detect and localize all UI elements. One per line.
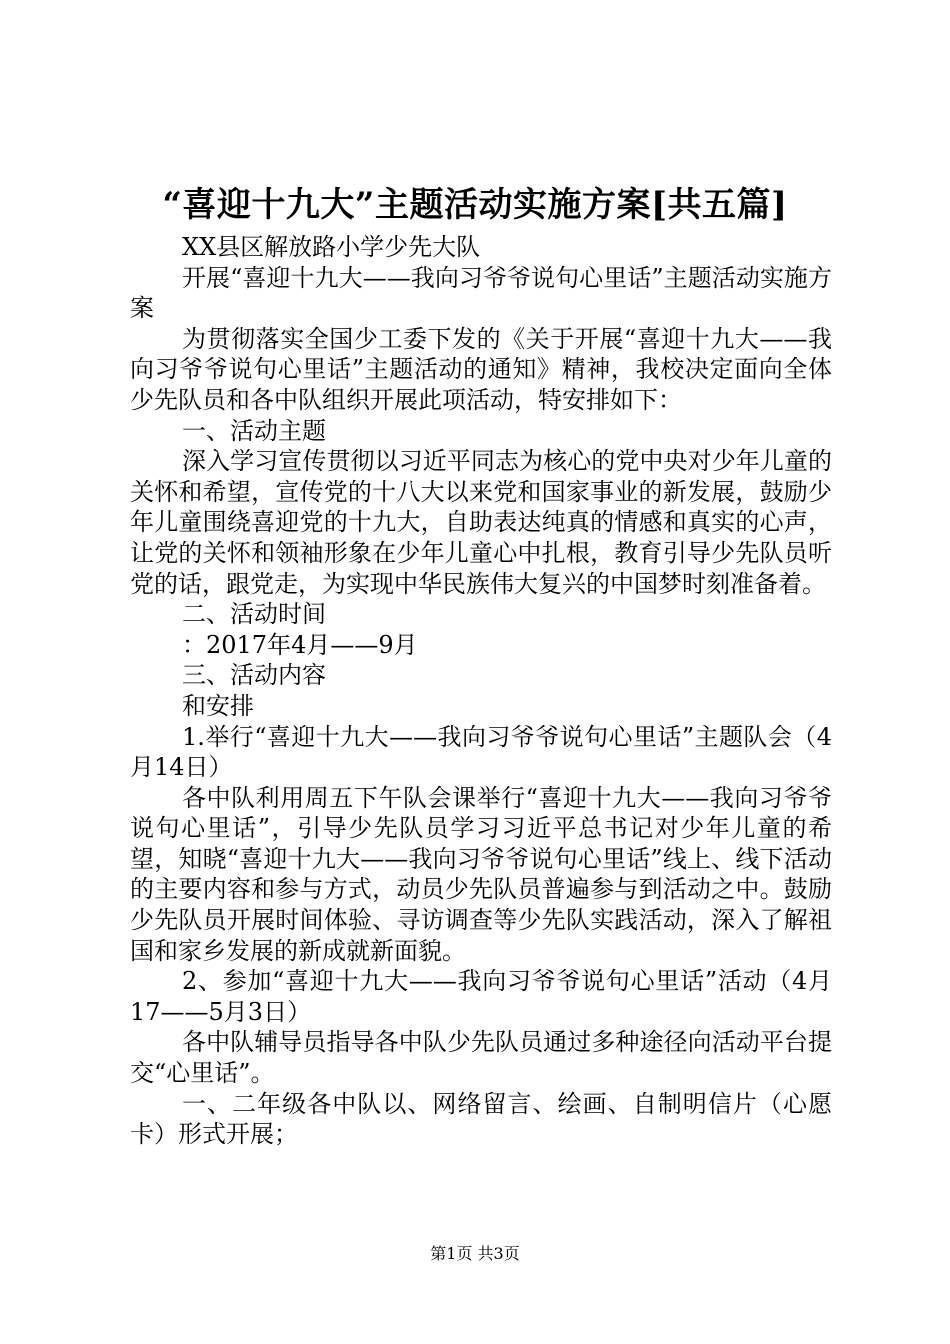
paragraph-intro: 为贯彻落实全国少工委下发的《关于开展“喜迎十九大——我向习爷爷说句心里话”主题活动的通知》精神，我校决定面向全体少先队员和各中队组织开展此项活动，特安排如下： xyxy=(130,324,832,414)
section-heading-time: 二、活动时间 xyxy=(182,600,326,629)
item-2-heading: 2、参加“喜迎十九大——我向习爷爷说句心里话”活动（4月17——5月3日） xyxy=(130,967,832,1026)
item-2-grade-1-2: 一、二年级各中队以、网络留言、绘画、自制明信片（心愿卡）形式开展； xyxy=(130,1089,832,1149)
paragraph-school-name: XX县区解放路小学少先大队 xyxy=(182,233,481,261)
item-1-body: 各中队利用周五下午队会课举行“喜迎十九大——我向习爷爷说句心里话”，引导少先队员学习习近平总书记对少年儿童的希望，知晓“喜迎十九大——我向习爷爷说句心里话”线上、线下活动的主要内容和参与方式，动员少先队员普遍参与到活动之中。鼓励少先队员开展时间体验、寻访调查等少先队实践活动，深入了解祖国和家乡发展的新成就新面貌。 xyxy=(130,783,832,965)
section-heading-theme: 一、活动主题 xyxy=(182,416,326,445)
page-footer: 第1页 共3页 xyxy=(430,1244,520,1263)
item-1-heading: 1.举行“喜迎十九大——我向习爷爷说句心里话”主题队会（4月14日） xyxy=(130,722,832,782)
paragraph-theme: 深入学习宣传贯彻以习近平同志为核心的党中央对少年儿童的关怀和希望，宣传党的十八大以来党和国家事业的新发展，鼓励少年儿童围绕喜迎党的十九大，自助表达纯真的情感和真实的心声，让党的关怀和领袖形象在少年儿童心中扎根，教育引导少先队员听党的话，跟党走，为实现中华民族伟大复兴的中国梦时刻准备着。 xyxy=(130,447,832,598)
section-heading-content: 三、活动内容 xyxy=(182,661,326,690)
document-title: “喜迎十九大”主题活动实施方案[共五篇] xyxy=(162,185,788,225)
document-body xyxy=(130,232,832,1150)
item-2-body: 各中队辅导员指导各中队少先队员通过多种途径向活动平台提交“心里话”。 xyxy=(130,1028,832,1088)
paragraph-arrangement: 和安排 xyxy=(182,691,254,720)
paragraph-time: ：2017年4月——9月 xyxy=(182,630,418,659)
paragraph-plan-heading: 开展“喜迎十九大——我向习爷爷说句心里话”主题活动实施方案 xyxy=(130,263,832,323)
